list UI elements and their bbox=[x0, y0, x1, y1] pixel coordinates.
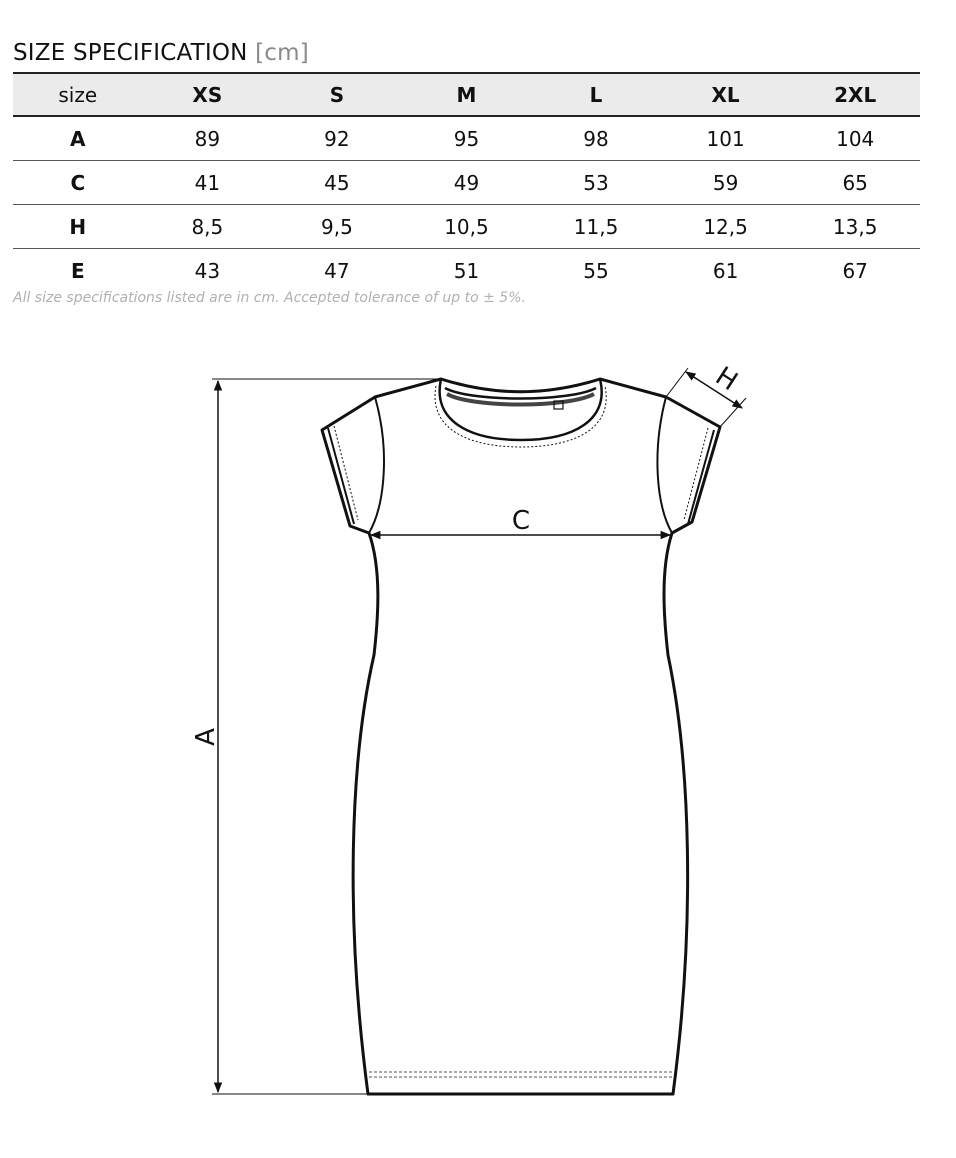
heading-title: SIZE SPECIFICATION bbox=[13, 40, 248, 66]
row-label: A bbox=[13, 116, 143, 161]
table-cell: 65 bbox=[790, 161, 920, 205]
table-cell: 13,5 bbox=[790, 205, 920, 249]
row-label: C bbox=[13, 161, 143, 205]
header-size-xl: XL bbox=[661, 73, 791, 116]
left-sleeve-seam bbox=[369, 397, 384, 533]
header-size-label: size bbox=[13, 73, 143, 116]
neckline bbox=[435, 379, 606, 447]
table-cell: 61 bbox=[712, 258, 739, 283]
hem-stitch bbox=[369, 1072, 673, 1077]
dimension-a bbox=[212, 379, 441, 1094]
dimension-c-label: C bbox=[511, 506, 531, 536]
table-cell: 53 bbox=[531, 161, 661, 205]
table-cell: 9,5 bbox=[272, 205, 402, 249]
neckline-stitch bbox=[435, 386, 606, 447]
table-cell: 8,5 bbox=[143, 205, 273, 249]
table-cell: 104 bbox=[790, 116, 920, 161]
row-label: H bbox=[13, 205, 143, 249]
neckline-outer bbox=[440, 379, 602, 440]
dimension-h-extension-1 bbox=[666, 368, 688, 397]
table-cell: 67 bbox=[842, 258, 868, 283]
dimension-h-label: H bbox=[709, 361, 743, 398]
right-sleeve-seam bbox=[657, 397, 672, 533]
header-size-s: S bbox=[272, 73, 402, 116]
left-sleeve-cuff bbox=[328, 428, 354, 524]
table-cell: 101 bbox=[661, 116, 791, 161]
table-cell: 59 bbox=[661, 161, 791, 205]
header-size-xs: XS bbox=[143, 73, 273, 116]
header-size-l: L bbox=[531, 73, 661, 116]
table-cell: 89 bbox=[143, 116, 273, 161]
table-cell: 41 bbox=[143, 161, 273, 205]
table-cell: 98 bbox=[531, 116, 661, 161]
table-cell: 10,5 bbox=[402, 205, 532, 249]
table-cell: 12,5 bbox=[661, 205, 791, 249]
dimension-a-label: A bbox=[191, 728, 221, 746]
tolerance-note: All size specifications listed are in cm. Accepted tolerance of up to ± 5%. bbox=[13, 290, 526, 306]
header-size-m: M bbox=[402, 73, 532, 116]
table-cell: 51 bbox=[453, 258, 480, 283]
table-cell: 11,5 bbox=[531, 205, 661, 249]
table-cell: 49 bbox=[402, 161, 532, 205]
row-label: E bbox=[70, 258, 85, 283]
table-cell: 95 bbox=[402, 116, 532, 161]
right-sleeve-cuff bbox=[688, 430, 714, 524]
neckline-inner bbox=[445, 388, 596, 399]
table-cell: 43 bbox=[194, 258, 221, 283]
heading-unit: [cm] bbox=[255, 40, 309, 66]
header-size-2xl: 2XL bbox=[790, 73, 920, 116]
table-cell: 45 bbox=[272, 161, 402, 205]
table-cell: 47 bbox=[324, 258, 350, 283]
table-cell: 92 bbox=[272, 116, 402, 161]
table-cell: 55 bbox=[583, 258, 609, 283]
left-sleeve-cuff-stitch bbox=[334, 426, 358, 520]
